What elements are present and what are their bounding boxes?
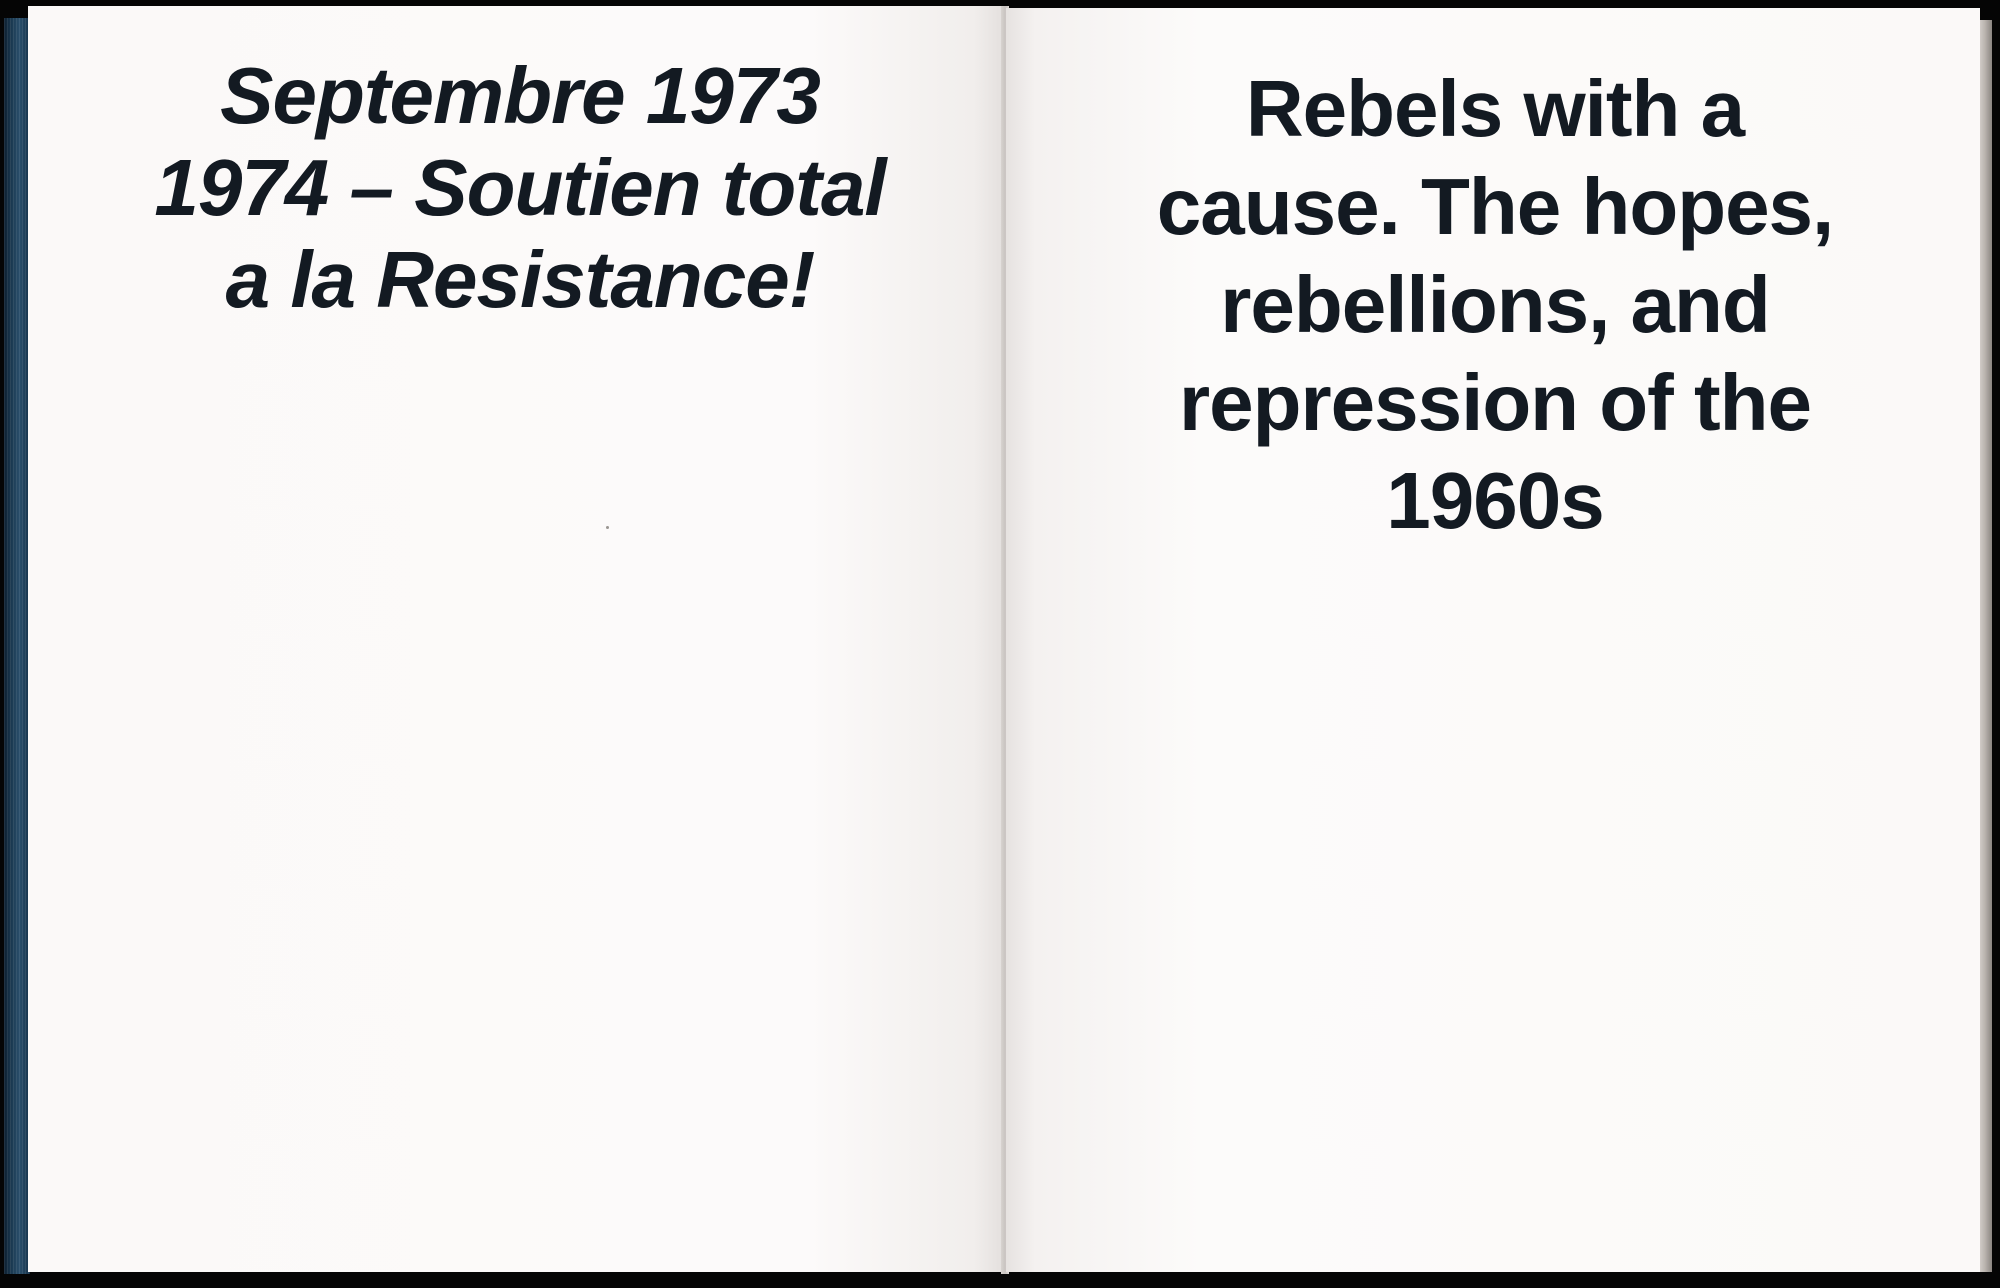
heading-line: Rebels with a (1245, 64, 1745, 153)
paper-speck (606, 526, 609, 529)
heading-line: rebellions, and (1220, 260, 1770, 349)
right-page-heading (1030, 60, 1960, 550)
left-page-heading (60, 50, 980, 326)
heading-line: repression of the (1178, 358, 1812, 447)
heading-line: 1974 – Soutien total (154, 143, 886, 232)
page-stack-edge-right (1978, 20, 1992, 1272)
heading-line: 1960s (1386, 456, 1604, 545)
heading-line: a la Resistance! (225, 235, 815, 324)
page-stack-edge-left (4, 18, 30, 1274)
heading-line: Septembre 1973 (220, 51, 820, 140)
heading-line: cause. The hopes, (1156, 162, 1834, 251)
